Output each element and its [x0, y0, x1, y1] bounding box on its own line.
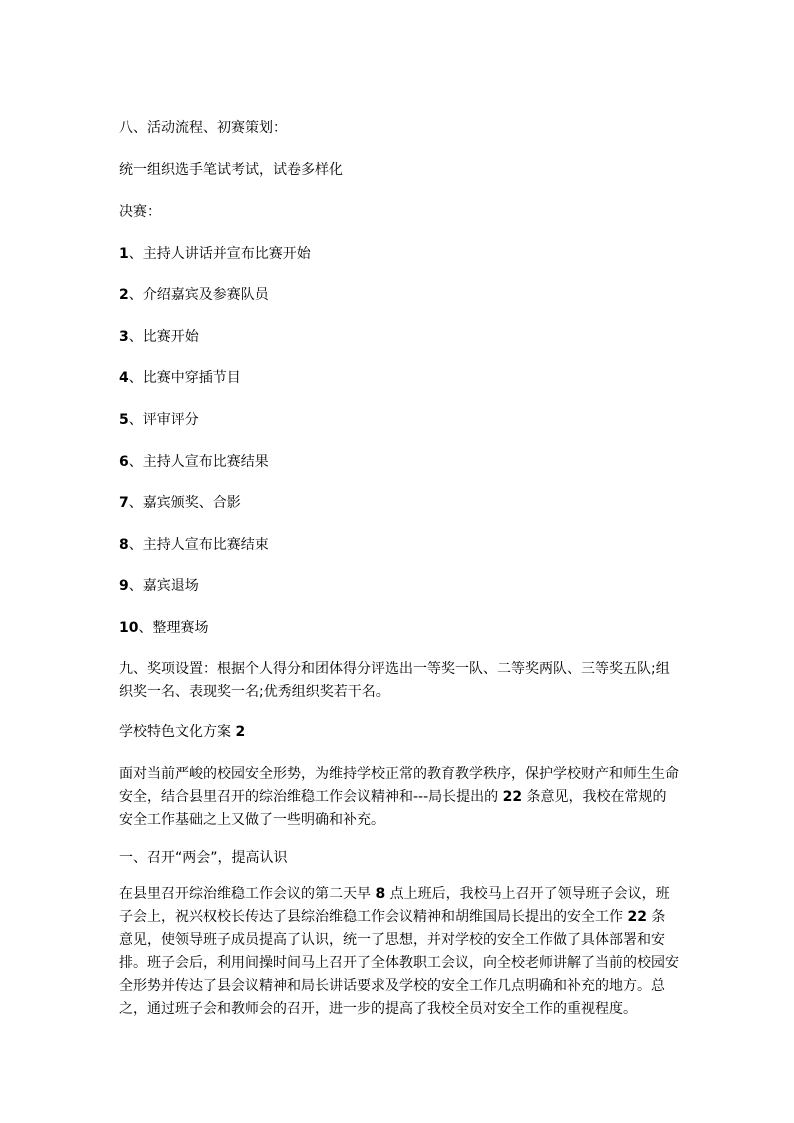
step-item	[119, 575, 679, 598]
body-text-c: 条意见，使领导班子成员提高了认识，统一了思想，并对学校的安全工作做了具体部署和安排。班子会后，利用间操时间马上召开了全体教职工会议，向全校老师讲解了当前的校园安全形势并传达了县会议精神和局长讲话要求及学校的安全工作几点明确和补充的地方。总之，通过班子会和教师会的召开，进一步的提高了我校全员对安全工作的重视程度。	[119, 909, 679, 1017]
body-number-1: 8	[375, 886, 386, 902]
step-text: 、主持人宣布比赛结束	[128, 537, 269, 553]
intro-text-b: 条意见，我校在常规的安全工作基础之上又做了一些明确和补充。	[119, 789, 667, 828]
body-paragraph	[119, 883, 679, 1021]
step-number: 4	[119, 370, 129, 386]
plan2-title-number: 2	[235, 724, 246, 740]
step-item	[119, 326, 679, 349]
step-number: 10	[119, 620, 139, 636]
step-number: 3	[119, 329, 129, 345]
step-item	[119, 492, 679, 515]
step-text: 、评审评分	[128, 412, 199, 428]
section-one-heading: 一、召开“两会”，提高认识	[119, 850, 288, 866]
plan2-title	[119, 721, 679, 744]
step-text: 、比赛开始	[128, 329, 199, 345]
step-number: 7	[119, 495, 129, 511]
step-text: 、嘉宾退场	[128, 578, 199, 594]
plan2-title-text: 学校特色文化方案	[119, 724, 231, 740]
finals-label: 决赛：	[119, 204, 161, 220]
step-item	[119, 617, 679, 640]
step-number: 6	[119, 454, 129, 470]
step-item	[119, 284, 679, 307]
step-item	[119, 534, 679, 557]
step-number: 9	[119, 578, 129, 594]
step-text: 、嘉宾颁奖、合影	[128, 495, 241, 511]
step-text: 、整理赛场	[138, 620, 209, 636]
intro-number: 22	[502, 789, 523, 805]
step-number: 5	[119, 412, 129, 428]
body-number-2: 22	[627, 909, 647, 925]
step-number: 2	[119, 287, 129, 303]
step-text: 、比赛中穿插节目	[128, 370, 241, 386]
step-text: 、主持人讲话并宣布比赛开始	[128, 246, 311, 262]
awards-paragraph: 九、奖项设置：根据个人得分和团体得分评选出一等奖一队、二等奖两队、三等奖五队;组织奖一名、表现奖一名;优秀组织奖若干名。	[119, 661, 670, 700]
step-item	[119, 243, 679, 266]
step-item	[119, 451, 679, 474]
step-text: 、介绍嘉宾及参赛队员	[128, 287, 269, 303]
body-text-b: 点上班后，我校马上召开了领导班子会议，班子会上，祝兴权校长传达了县综治维稳工作会议精神和胡维国局长提出的安全工作	[119, 886, 670, 925]
step-number: 1	[119, 246, 129, 262]
intro-paragraph	[119, 763, 679, 832]
step-number: 8	[119, 537, 129, 553]
body-text-a: 在县里召开综治维稳工作会议的第二天早	[119, 886, 371, 902]
prelim-text: 统一组织选手笔试考试，试卷多样化	[119, 162, 343, 178]
intro-text-a: 面对当前严峻的校园安全形势，为维持学校正常的教育教学秩序，保护学校财产和师生生命安全，结合县里召开的综治维稳工作会议精神和---局长提出的	[119, 766, 679, 805]
step-text: 、主持人宣布比赛结果	[128, 454, 269, 470]
heading-activity-process: 八、活动流程、初赛策划：	[119, 120, 287, 136]
step-item	[119, 409, 679, 432]
step-item	[119, 367, 679, 390]
